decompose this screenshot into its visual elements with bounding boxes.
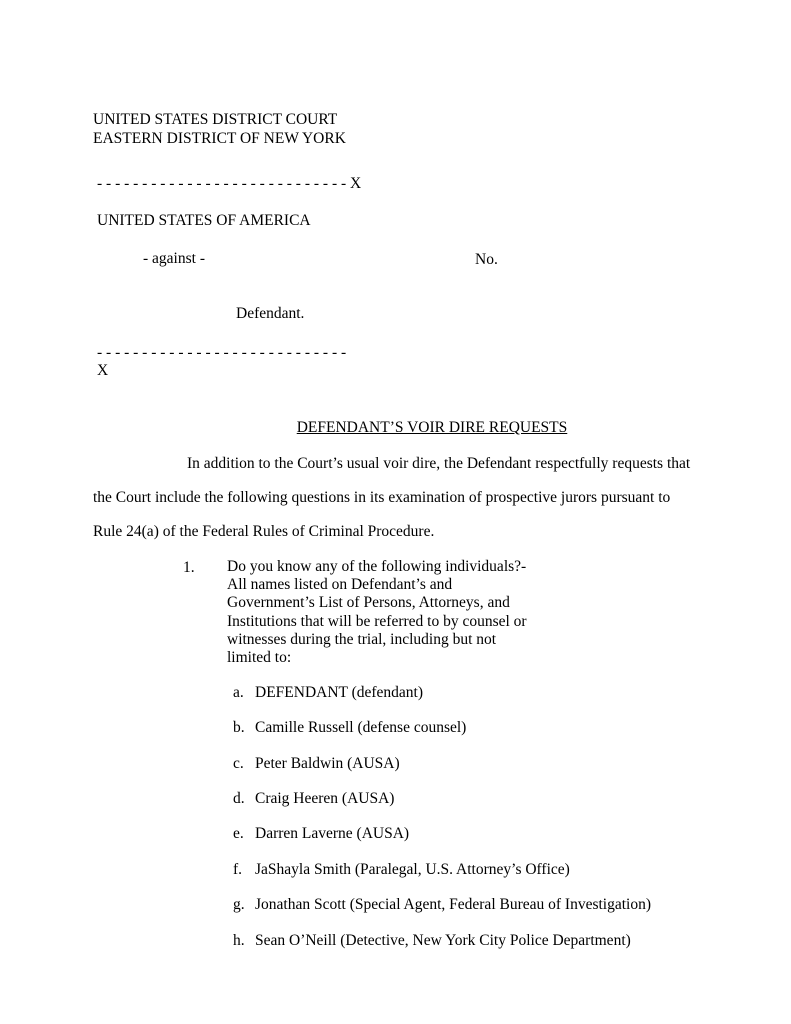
question-line: Institutions that will be referred to by counsel or <box>227 612 527 630</box>
list-item-letter: e. <box>233 825 244 842</box>
list-item-letter: d. <box>233 790 245 807</box>
caption-divider-bottom: - - - - - - - - - - - - - - - - - - - - - - - - - - - - <box>97 344 347 361</box>
list-item: Camille Russell (defense counsel) <box>255 719 467 736</box>
defendant-label: Defendant. <box>236 305 305 322</box>
list-item: Peter Baldwin (AUSA) <box>255 755 400 772</box>
question-text <box>227 558 547 667</box>
list-item-letter: c. <box>233 755 244 772</box>
caption-divider-top: - - - - - - - - - - - - - - - - - - - - - - - - - - - - X <box>97 175 362 192</box>
list-item-letter: h. <box>233 932 245 949</box>
plaintiff-name: UNITED STATES OF AMERICA <box>97 212 311 229</box>
court-name-line2: EASTERN DISTRICT OF NEW YORK <box>93 130 346 147</box>
list-item-letter: f. <box>233 861 243 878</box>
against-text: - against - <box>143 250 205 267</box>
question-line: Government’s List of Persons, Attorneys, and <box>227 594 510 612</box>
question-line: All names listed on Defendant’s and <box>227 576 453 594</box>
list-item: Craig Heeren (AUSA) <box>255 790 395 807</box>
caption-divider-bottom-x: X <box>97 362 109 379</box>
question-number: 1. <box>183 559 195 576</box>
intro-line-2: the Court include the following questions in its examination of prospective jurors pursuant to <box>93 489 671 506</box>
case-number-label: No. <box>475 251 498 268</box>
list-item: DEFENDANT (defendant) <box>255 684 424 701</box>
list-item-letter: b. <box>233 719 245 736</box>
court-name-line1: UNITED STATES DISTRICT COURT <box>93 111 338 128</box>
list-item-letter: g. <box>233 896 245 913</box>
question-line: Do you know any of the following individuals?- <box>227 558 527 575</box>
document-title: DEFENDANT’S VOIR DIRE REQUESTS <box>296 419 568 436</box>
intro-line-1: In addition to the Court’s usual voir dire, the Defendant respectfully requests that <box>187 455 691 472</box>
list-item: Sean O’Neill (Detective, New York City Police Department) <box>255 932 631 949</box>
list-item-letter: a. <box>233 684 244 701</box>
list-item: Jonathan Scott (Special Agent, Federal Bureau of Investigation) <box>255 896 652 913</box>
list-item: Darren Laverne (AUSA) <box>255 825 410 842</box>
intro-line-3: Rule 24(a) of the Federal Rules of Criminal Procedure. <box>93 523 435 540</box>
question-line: witnesses during the trial, including but not <box>227 630 497 648</box>
question-line: limited to: <box>227 649 292 667</box>
list-item: JaShayla Smith (Paralegal, U.S. Attorney’s Office) <box>255 861 570 878</box>
